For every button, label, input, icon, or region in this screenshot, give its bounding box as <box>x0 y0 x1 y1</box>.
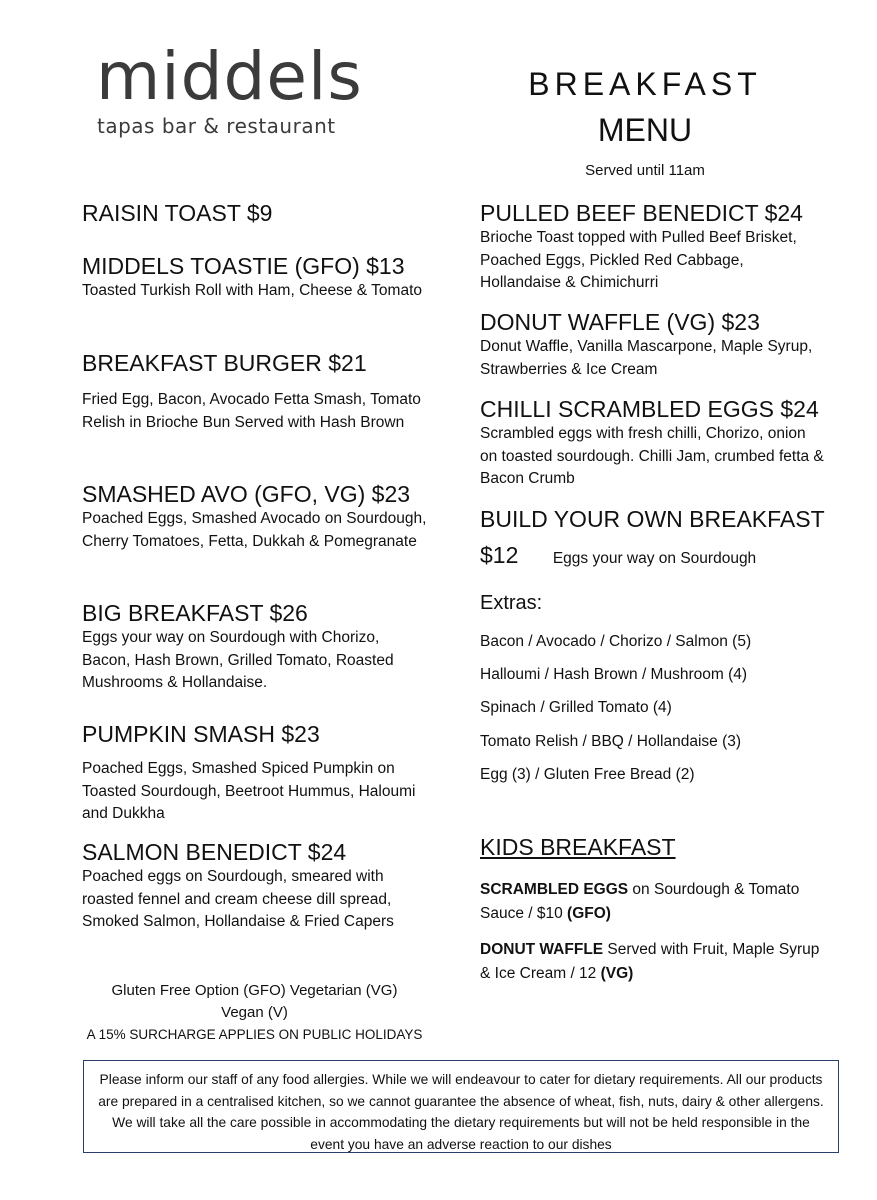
extras-section <box>480 590 825 616</box>
item-title: BREAKFAST BURGER $21 <box>82 350 367 376</box>
menu-item-build-your-own <box>480 505 825 571</box>
served-until-note: Served until 11am <box>585 162 705 179</box>
menu-item-breakfast-burger <box>82 349 427 434</box>
restaurant-tagline: tapas bar & restaurant <box>97 114 336 138</box>
dietary-legend <box>82 980 427 1046</box>
menu-item-donut-waffle <box>480 308 825 381</box>
menu-item-big-breakfast <box>82 599 427 695</box>
item-description: Poached Eggs, Smashed Spiced Pumpkin on Toasted Sourdough, Beetroot Hummus, Haloumi and Dukkha <box>82 760 416 822</box>
item-description: Fried Egg, Bacon, Avocado Fetta Smash, Tomato Relish in Brioche Bun Served with Hash Brown <box>82 391 421 431</box>
item-title: CHILLI SCRAMBLED EGGS $24 <box>480 396 819 422</box>
kids-item-tag: (GFO) <box>567 905 611 922</box>
item-description: Scrambled eggs with fresh chilli, Chorizo, onion on toasted sourdough. Chilli Jam, crumbed fetta & Bacon Crumb <box>480 425 824 487</box>
menu-item-middels-toastie <box>82 252 427 303</box>
menu-item-raisin-toast <box>82 199 427 227</box>
kids-breakfast-title: KIDS BREAKFAST <box>480 834 676 860</box>
kids-item-tag: (VG) <box>600 965 634 982</box>
item-title: DONUT WAFFLE (VG) $23 <box>480 309 760 335</box>
item-title: BUILD YOUR OWN BREAKFAST <box>480 506 825 532</box>
allergy-notice-box <box>83 1060 839 1153</box>
extras-title: Extras: <box>480 592 543 614</box>
item-title: PUMPKIN SMASH $23 <box>82 721 320 747</box>
build-own-price: $12 <box>480 542 519 568</box>
extras-line: Spinach / Grilled Tomato (4) <box>480 699 672 716</box>
menu-item-chilli-scrambled-eggs <box>480 395 825 491</box>
menu-item-pulled-beef-benedict <box>480 199 825 295</box>
kids-item-text: Served with Fruit, Maple Syrup & Ice Cream / 12 <box>480 941 820 982</box>
item-title: BIG BREAKFAST $26 <box>82 600 308 626</box>
kids-item-donut-waffle <box>480 938 825 986</box>
extras-line: Bacon / Avocado / Chorizo / Salmon (5) <box>480 633 752 650</box>
item-description: Donut Waffle, Vanilla Mascarpone, Maple Syrup, Strawberries & Ice Cream <box>480 338 813 378</box>
menu-item-salmon-benedict <box>82 838 427 934</box>
item-description: Toasted Turkish Roll with Ham, Cheese & Tomato <box>82 282 423 299</box>
item-title: MIDDELS TOASTIE (GFO) $13 <box>82 253 405 279</box>
extras-line: Tomato Relish / BBQ / Hollandaise (3) <box>480 733 742 750</box>
kids-item-name: SCRAMBLED EGGS <box>480 881 629 898</box>
item-description: Eggs your way on Sourdough with Chorizo, Bacon, Hash Brown, Grilled Tomato, Roasted Mushrooms & Hollandaise. <box>82 629 394 691</box>
item-title: SMASHED AVO (GFO, VG) $23 <box>82 481 411 507</box>
item-title: RAISIN TOAST $9 <box>82 200 273 226</box>
kids-item-scrambled-eggs <box>480 878 825 926</box>
item-title: SALMON BENEDICT $24 <box>82 839 347 865</box>
menu-item-smashed-avo <box>82 480 427 553</box>
allergy-notice-text: Please inform our staff of any food allergies. While we will endeavour to cater for dietary requirements. All our products are prepared in a centralised kitchen, so we cannot guarantee the absence of wheat, fish, nuts, dairy & other allergens. We will take all the care possible in accommodating the dietary requirements but will not be held responsible in the event you have an adverse reaction to our dishes <box>98 1072 824 1152</box>
legend-line: Gluten Free Option (GFO) Vegetarian (VG) <box>111 982 398 999</box>
item-title: PULLED BEEF BENEDICT $24 <box>480 200 803 226</box>
menu-subtitle: MENU <box>597 112 693 148</box>
build-own-description: Eggs your way on Sourdough <box>552 550 757 567</box>
restaurant-logo: middels <box>96 38 363 115</box>
item-description: Brioche Toast topped with Pulled Beef Brisket, Poached Eggs, Pickled Red Cabbage, Hollandaise & Chimichurri <box>480 229 797 291</box>
extras-line: Egg (3) / Gluten Free Bread (2) <box>480 766 695 783</box>
menu-title: BREAKFAST <box>528 66 762 102</box>
holiday-surcharge-note: A 15% SURCHARGE APPLIES ON PUBLIC HOLIDAYS <box>86 1027 423 1042</box>
item-description: Poached eggs on Sourdough, smeared with roasted fennel and cream cheese dill spread, Smoked Salmon, Hollandaise & Fried Capers <box>82 868 394 930</box>
item-description: Poached Eggs, Smashed Avocado on Sourdough, Cherry Tomatoes, Fetta, Dukkah & Pomegranate <box>82 510 427 550</box>
kids-item-text: on Sourdough & Tomato Sauce / $10 <box>480 881 800 922</box>
kids-item-name: DONUT WAFFLE <box>480 941 604 958</box>
extras-line: Halloumi / Hash Brown / Mushroom (4) <box>480 666 748 683</box>
legend-line: Vegan (V) <box>221 1004 288 1021</box>
menu-item-pumpkin-smash <box>82 720 427 826</box>
